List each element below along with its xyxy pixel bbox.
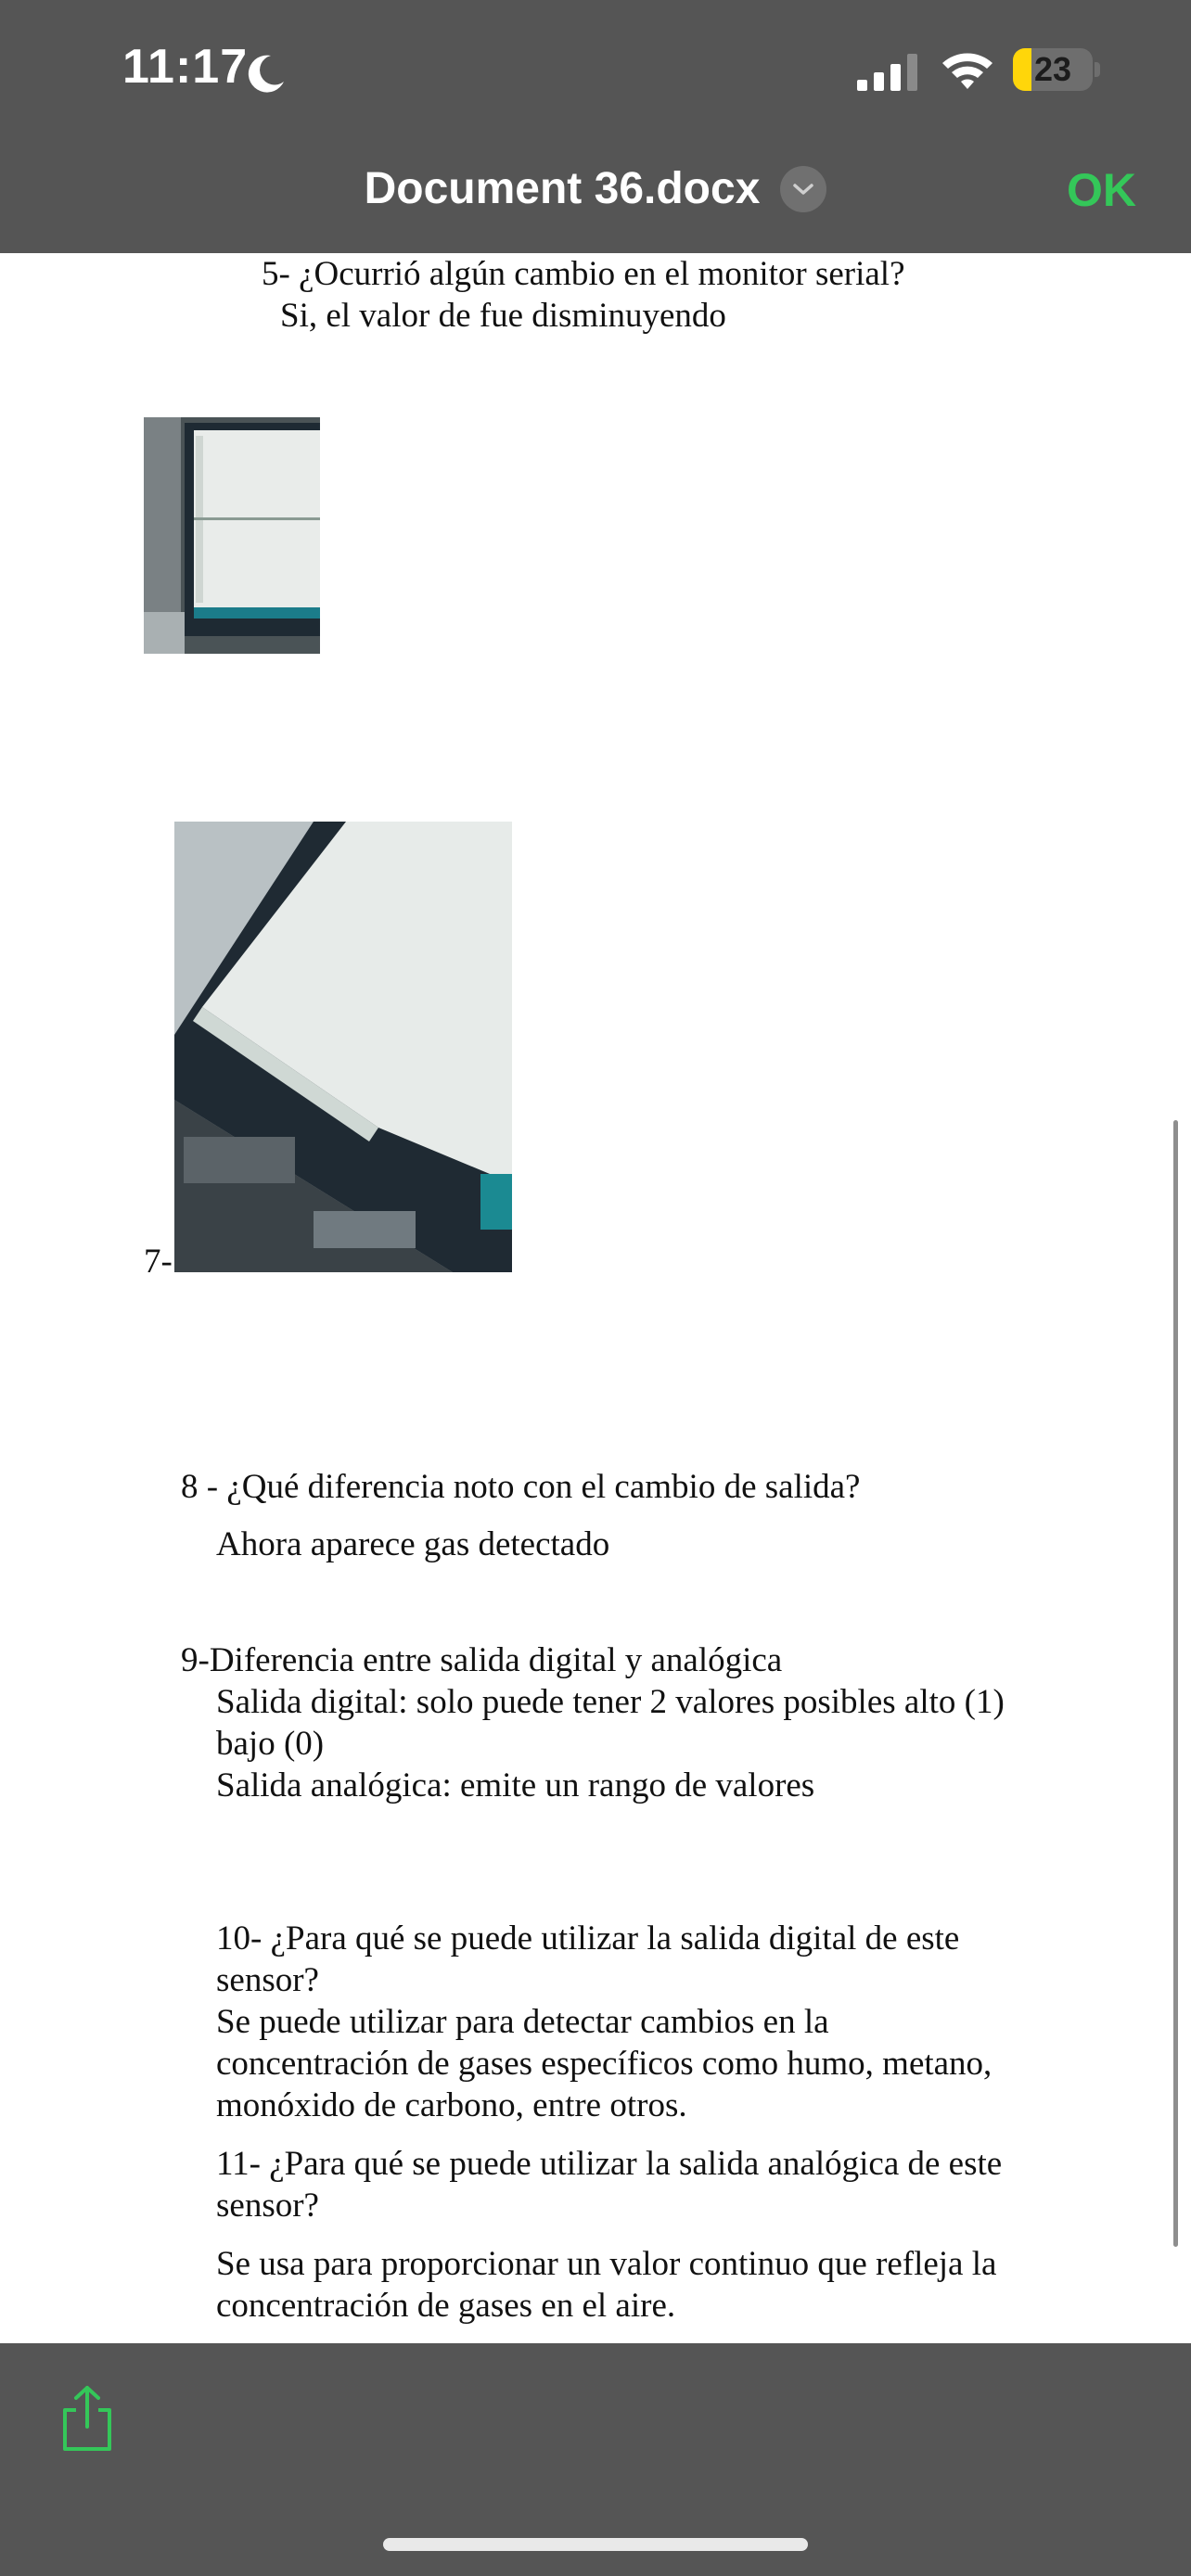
- bottom-toolbar: [0, 2343, 1191, 2576]
- question-10-line-1: 10- ¿Para qué se puede utilizar la salida digital de este: [216, 1919, 960, 1958]
- answer-9-line-2: bajo (0): [216, 1725, 325, 1763]
- question-9: 9-Diferencia entre salida digital y analógica: [181, 1641, 783, 1679]
- document-page[interactable]: [0, 253, 1191, 2343]
- answer-10-line-2: concentración de gases específicos como humo, metano,: [216, 2045, 992, 2083]
- answer-11-line-2: concentración de gases en el aire.: [216, 2287, 676, 2325]
- ok-button[interactable]: OK: [1067, 164, 1136, 216]
- wifi-icon: [939, 48, 996, 91]
- share-icon[interactable]: [58, 2384, 117, 2453]
- question-11-line-2: sensor?: [216, 2187, 319, 2225]
- answer-11-line-1: Se usa para proporcionar un valor continuo que refleja la: [216, 2245, 997, 2283]
- answer-5: Si, el valor de fue disminuyendo: [280, 297, 726, 335]
- document-title: Document 36.docx: [364, 164, 761, 213]
- answer-10-line-3: monóxido de carbono, entre otros.: [216, 2086, 687, 2124]
- answer-9-line-3: Salida analógica: emite un rango de valores: [216, 1766, 815, 1804]
- chevron-down-icon[interactable]: [780, 166, 826, 212]
- answer-10-line-1: Se puede utilizar para detectar cambios en la: [216, 2003, 829, 2041]
- vertical-scrollbar[interactable]: [1173, 1120, 1178, 2247]
- cellular-signal-icon: [857, 54, 918, 91]
- embedded-photo-1[interactable]: [144, 417, 320, 654]
- document-title-bar[interactable]: [0, 163, 1191, 214]
- question-10-line-2: sensor?: [216, 1961, 319, 1999]
- top-bar: [0, 0, 1191, 253]
- home-indicator: [383, 2538, 808, 2551]
- question-8: 8 - ¿Qué diferencia noto con el cambio de salida?: [181, 1468, 861, 1506]
- battery-body: [1013, 48, 1093, 91]
- question-11-line-1: 11- ¿Para qué se puede utilizar la salida analógica de este: [216, 2145, 1003, 2183]
- status-time: 11:17: [122, 40, 249, 94]
- moon-icon: [243, 50, 289, 96]
- battery-icon: [1013, 48, 1102, 91]
- question-7-label: 7-: [144, 1243, 173, 1281]
- battery-level: 23: [1033, 50, 1072, 88]
- battery-nub: [1095, 62, 1100, 77]
- answer-9-line-1: Salida digital: solo puede tener 2 valores posibles alto (1): [216, 1683, 1005, 1721]
- question-5: 5- ¿Ocurrió algún cambio en el monitor serial?: [262, 255, 905, 293]
- embedded-photo-2[interactable]: [174, 822, 512, 1272]
- answer-8: Ahora aparece gas detectado: [216, 1525, 610, 1563]
